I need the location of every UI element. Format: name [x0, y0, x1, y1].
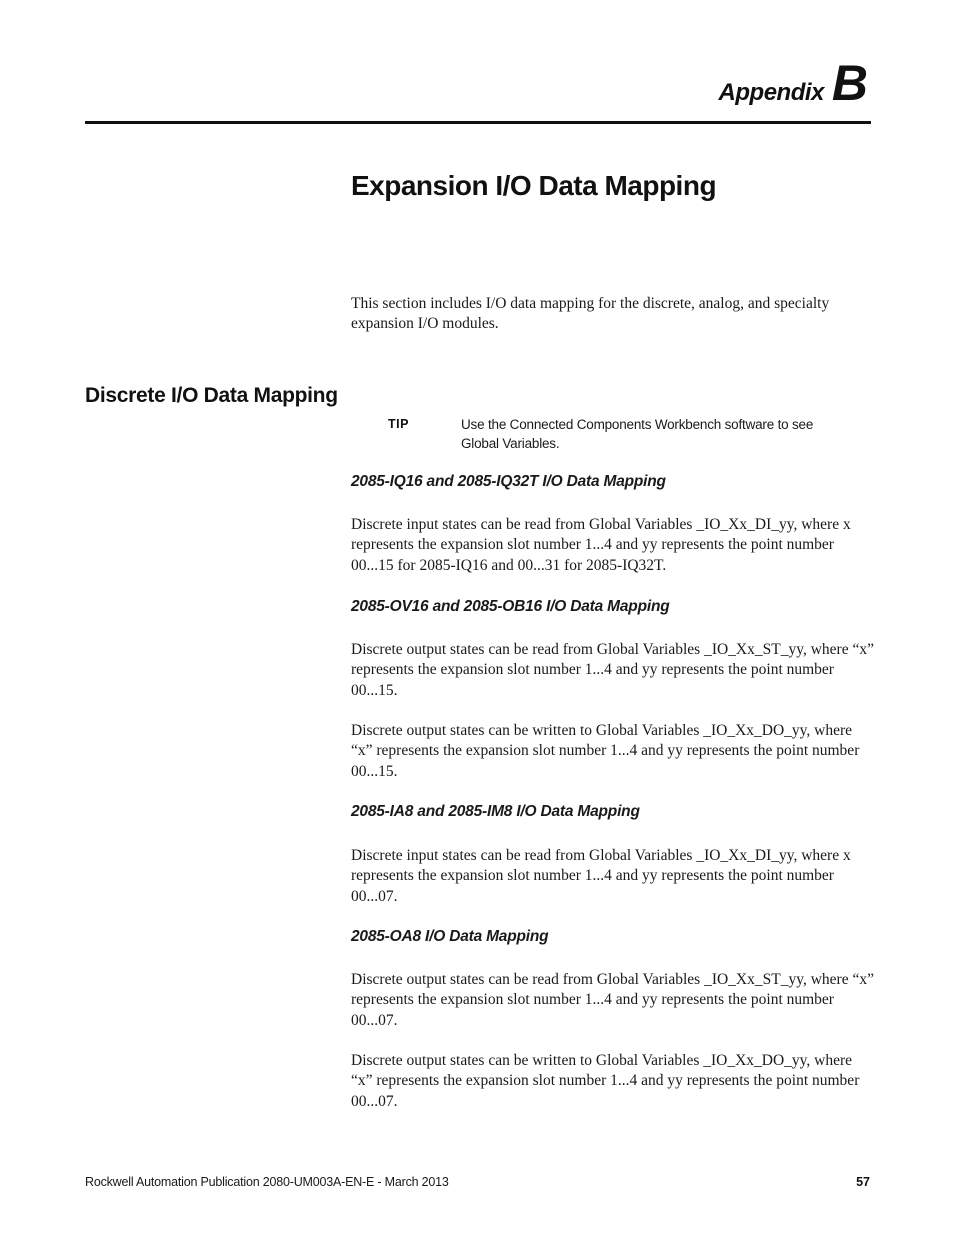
subsection-heading: 2085-OV16 and 2085-OB16 I/O Data Mapping — [351, 598, 670, 615]
subsection-heading: 2085-IQ16 and 2085-IQ32T I/O Data Mapping — [351, 473, 666, 490]
appendix-header — [718, 55, 868, 111]
subsection-paragraph: Discrete input states can be read from Global Variables _IO_Xx_DI_yy, where x represents the expansion slot number 1...4 and yy represents the point number 00...07. — [351, 847, 851, 905]
intro-paragraph: This section includes I/O data mapping for the discrete, analog, and specialty expansion I/O modules. — [351, 295, 830, 333]
subsection-paragraph: Discrete output states can be read from Global Variables _IO_Xx_ST_yy, where “x” represents the expansion slot number 1...4 and yy represents the point number 00...15. — [351, 641, 874, 699]
tip-label: TIP — [388, 417, 409, 431]
appendix-word: Appendix — [718, 79, 824, 106]
appendix-letter: B — [831, 55, 868, 111]
subsection-paragraph: Discrete output states can be read from Global Variables _IO_Xx_ST_yy, where “x” represents the expansion slot number 1...4 and yy represents the point number 00...07. — [351, 971, 874, 1029]
footer-publication: Rockwell Automation Publication 2080-UM003A-EN-E - March 2013 — [85, 1175, 449, 1189]
subsection-paragraph: Discrete output states can be written to Global Variables _IO_Xx_DO_yy, where “x” represents the expansion slot number 1...4 and yy represents the point number 00...07. — [351, 1052, 860, 1110]
subsection-paragraph: Discrete input states can be read from Global Variables _IO_Xx_DI_yy, where x represents the expansion slot number 1...4 and yy represents the point number 00...15 for 2085-IQ16 and 00...31 for 2085-IQ32T. — [351, 516, 851, 574]
subsection-paragraph: Discrete output states can be written to Global Variables _IO_Xx_DO_yy, where “x” represents the expansion slot number 1...4 and yy represents the point number 00...15. — [351, 722, 860, 780]
page-number: 57 — [856, 1175, 870, 1189]
section-title: Discrete I/O Data Mapping — [85, 384, 338, 407]
subsection-heading: 2085-OA8 I/O Data Mapping — [351, 928, 549, 945]
subsection-heading: 2085-IA8 and 2085-IM8 I/O Data Mapping — [351, 803, 640, 820]
tip-text: Use the Connected Components Workbench software to see Global Variables. — [461, 417, 814, 451]
header-rule — [85, 121, 871, 124]
chapter-title: Expansion I/O Data Mapping — [351, 170, 717, 201]
